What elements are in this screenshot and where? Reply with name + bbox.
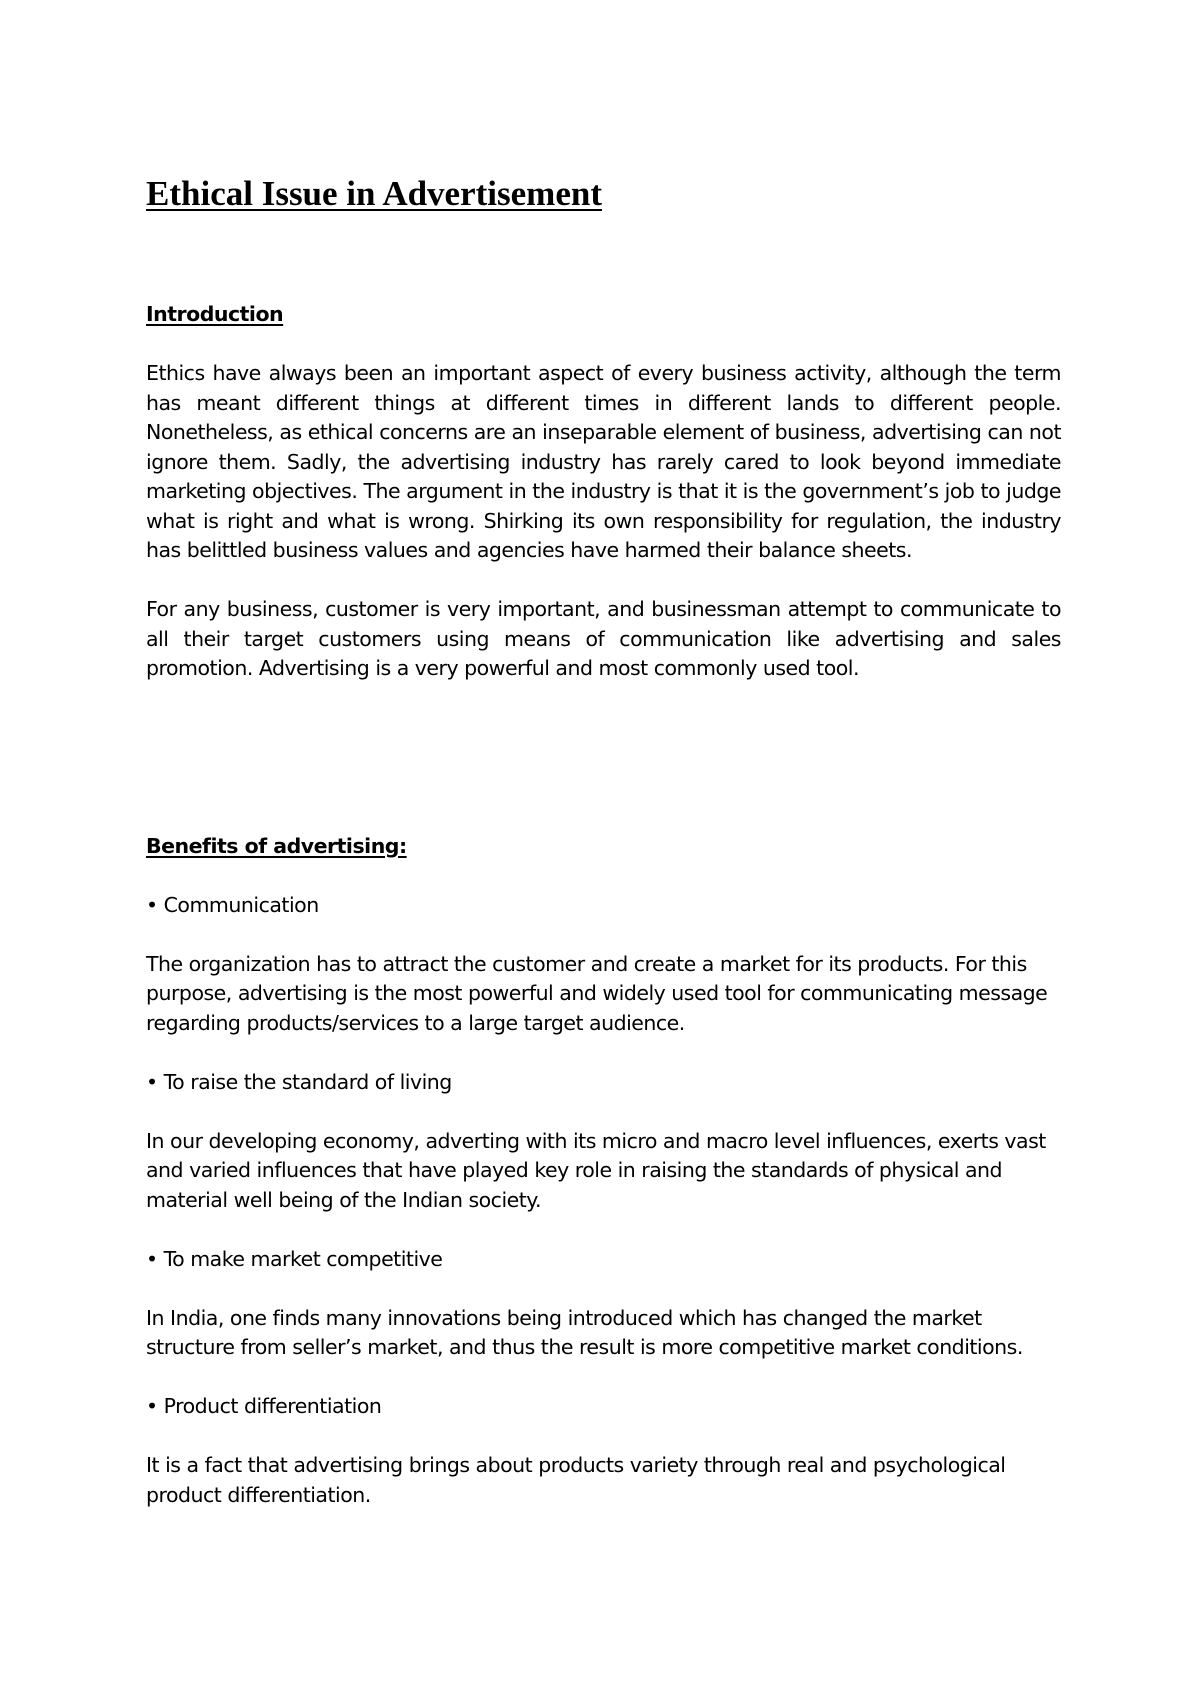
document-title: Ethical Issue in Advertisement [146, 174, 602, 213]
benefit-text-standard-of-living: In our developing economy, adverting with its micro and macro level influences, exerts vast and varied influences that have played key role in raising the standards of physical and material well being of the Indian society. [146, 1128, 1046, 1212]
benefit-text-communication: The organization has to attract the customer and create a market for its products. For this purpose, advertising is the most powerful and widely used tool for communicating message regarding products/services to a large target audience. [146, 951, 1048, 1035]
benefit-bullet-communication: • Communication [146, 892, 319, 917]
benefits-section [146, 832, 1061, 1511]
introduction-section [146, 300, 1061, 684]
introduction-paragraph: For any business, customer is very important, and businessman attempt to communicate to all their target customers using means of communication like advertising and sales promotion. Advertising is a very powerful and most commonly used tool. [146, 597, 1061, 680]
document-body [146, 300, 1061, 1510]
benefit-bullet-standard-of-living: • To raise the standard of living [146, 1069, 452, 1094]
benefit-text-market-competitive: In India, one finds many innovations being introduced which has changed the market structure from seller’s market, and thus the result is more competitive market conditions. [146, 1305, 1023, 1359]
introduction-paragraph: Ethics have always been an important aspect of every business activity, although the term has meant different things at different times in different lands to different people. Nonetheless, as ethical concerns are an inseparable element of business, advertising can not ignore them. Sadly, the advertising industry has rarely cared to look beyond immediate marketing objectives. The argument in the industry is that it is the government’s job to judge what is right and what is wrong. Shirking its own responsibility for regulation, the industry has belittled business values and agencies have harmed their balance sheets. [146, 361, 1061, 562]
benefit-bullet-product-differentiation: • Product differentiation [146, 1394, 382, 1418]
benefit-bullet-market-competitive: • To make market competitive [146, 1246, 443, 1271]
introduction-heading: Introduction [146, 302, 284, 326]
benefits-heading: Benefits of advertising: [146, 833, 407, 858]
benefit-text-product-differentiation: It is a fact that advertising brings about products variety through real and psychological product differentiation. [146, 1453, 1006, 1507]
